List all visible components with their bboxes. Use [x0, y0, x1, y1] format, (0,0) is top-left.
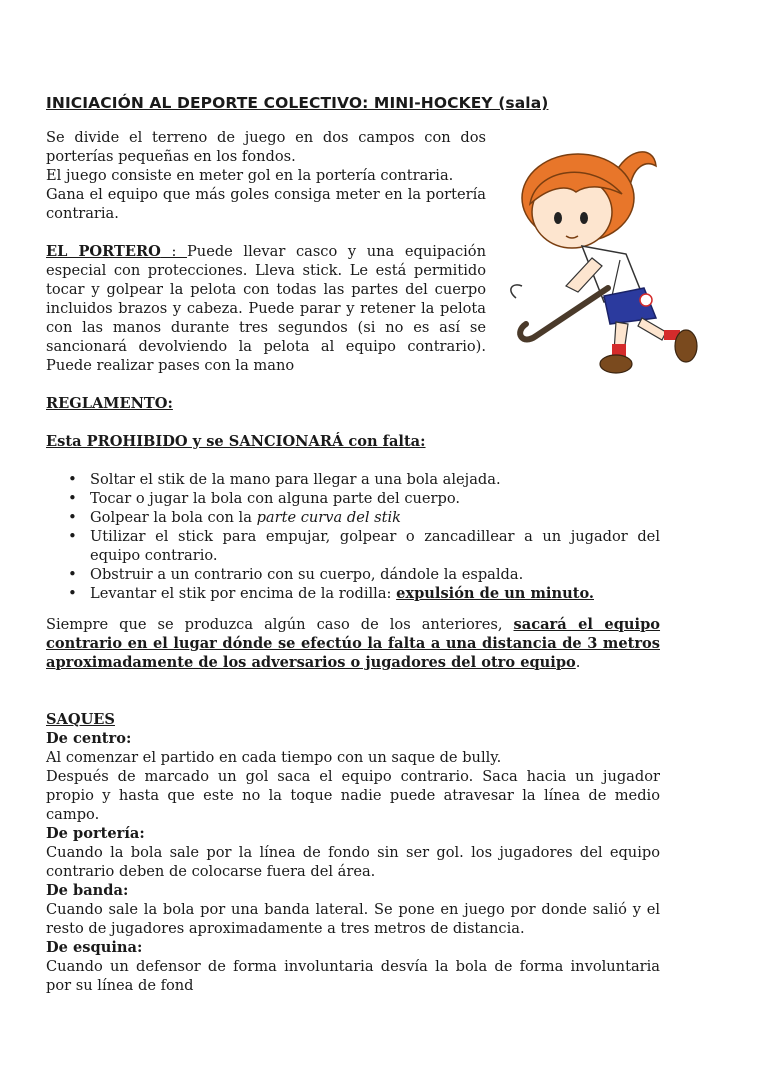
portero-text: Puede llevar casco y una equipación especial con protecciones. Lleva stick. Le está permitido tocar y golpear la pelota con todas las partes del cuerpo incluidos brazos y cabeza. Puede parar y retener la pelota con las manos durante tres segundos (si no es así se sancionará devolviendo la pelota al equipo contrario). Puede realizar pases con la mano [46, 243, 486, 374]
esquina-text: Cuando un defensor de forma involuntaria desvía la bola de forma involuntaria por su línea de fond [46, 958, 660, 994]
rule-bold: expulsión de un minuto. [396, 585, 594, 602]
centro-text-2: Después de marcado un gol saca el equipo contrario. Saca hacia un jugador propio y hasta que este no la toque nadie puede atravesar la línea de medio campo. [46, 768, 660, 823]
rule-item: • Levantar el stik por encima de la rodilla: expulsión de un minuto. [90, 584, 660, 603]
reglamento-heading: REGLAMENTO: [46, 395, 173, 412]
page-title: INICIACIÓN AL DEPORTE COLECTIVO: MINI-HOCKEY (sala) [46, 94, 549, 112]
portero-sep: : [160, 243, 187, 260]
summary-paragraph: Siempre que se produzca algún caso de los anteriores, sacará el equipo contrario en el lugar dónde se efectúo la falta a una distancia de 3 metros aproximadamente de los adversarios o jugadores del otro equipo. [46, 616, 661, 671]
porteria-text: Cuando la bola sale por la línea de fondo sin ser gol. los jugadores del equipo contrario deben de colocarse fuera del área. [46, 844, 660, 880]
summary-bold: sacará el equipo contrario en el lugar dónde se efectúo la falta a una distancia de 3 metros aproximadamente de los adversarios o jugadores del otro equipo [46, 616, 661, 671]
portero-heading: EL PORTERO [46, 243, 161, 260]
saques-heading: SAQUES [46, 711, 115, 728]
intro-line-1: Se divide el terreno de juego en dos campos con dos porterías pequeñas en los fondos. [46, 129, 486, 165]
rule-item: • Soltar el stik de la mano para llegar a una bola alejada. [90, 470, 660, 489]
intro-section [46, 128, 486, 223]
banda-text: Cuando sale la bola por una banda lateral. Se pone en juego por donde salió y el resto de jugadores aproximadamente a tres metros de distancia. [46, 901, 660, 937]
portero-paragraph [46, 242, 486, 375]
centro-heading: De centro: [46, 730, 132, 747]
porteria-heading: De portería: [46, 825, 145, 842]
banda-heading: De banda: [46, 882, 129, 899]
intro-line-2: El juego consiste en meter gol en la portería contraria. [46, 167, 454, 184]
intro-line-3: Gana el equipo que más goles consiga meter en la portería contraria. [46, 186, 486, 222]
rule-item: • Obstruir a un contrario con su cuerpo, dándole la espalda. [90, 565, 660, 584]
rules-list [46, 470, 660, 603]
rule-italic: parte curva del stik [256, 509, 402, 526]
esquina-heading: De esquina: [46, 939, 143, 956]
centro-text-1: Al comenzar el partido en cada tiempo con un saque de bully. [46, 749, 502, 766]
rule-item: • Tocar o jugar la bola con alguna parte del cuerpo. [90, 489, 660, 508]
rule-item: • Golpear la bola con la parte curva del stik [90, 508, 660, 527]
rule-item: • Utilizar el stick para empujar, golpear o zancadillear a un jugador del equipo contrario. [90, 527, 660, 565]
hockey-girl-illustration [496, 146, 704, 378]
prohibido-heading: Esta PROHIBIDO y se SANCIONARÁ con falta: [46, 433, 426, 450]
